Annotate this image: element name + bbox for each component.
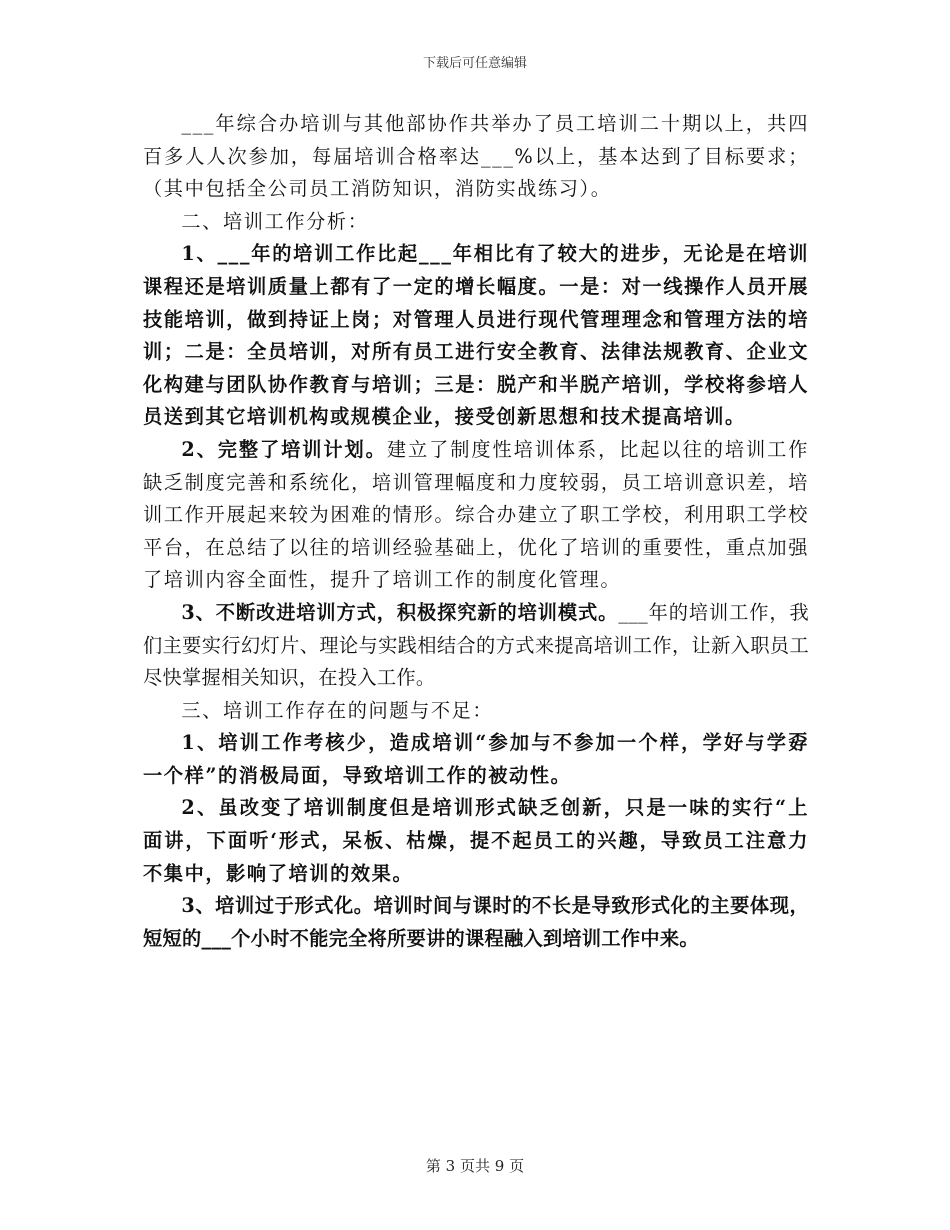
paragraph-analysis-2 [143, 434, 809, 597]
page-header: 下载后可任意编辑 [422, 56, 527, 71]
paragraph-problem-2: 2、虽改变了培训制度但是培训形式缺乏创新，只是一味的实行“上面讲，下面听‘形式，呆板、枯燥，提不起员工的兴趣，导致员工注意力不集中，影响了培训的效果。 [143, 796, 809, 885]
paragraph-analysis-2-body: 建立了制度性培训体系，比起以往的培训工作缺乏制度完善和系统化，培训管理幅度和力度较弱，员工培训意识差，培训工作开展起来较为困难的情形。综合办建立了职工学校，利用职工学校平台，在总结了以往的培训经验基础上，优化了培训的重要性，重点加强了培训内容全面性，提升了培训工作的制度化管理。 [143, 437, 809, 592]
paragraph-problem-1: 1、培训工作考核少，造成培训“参加与不参加一个样，学好与学孬一个样”的消极局面，导致培训工作的被动性。 [143, 731, 809, 787]
page-footer: 第 3 页共 9 页 [425, 1157, 525, 1175]
paragraph-analysis-3 [143, 597, 809, 695]
paragraph-analysis-3-body: ___年的培训工作，我们主要实行幻灯片、理论与实践相结合的方式来提高培训工作，让新入职员工尽快掌握相关知识，在投入工作。 [143, 600, 809, 690]
paragraph-analysis-1: 1、___年的培训工作比起___年相比有了较大的进步，无论是在培训课程还是培训质量上都有了一定的增长幅度。一是：对一线操作人员开展技能培训，做到持证上岗；对管理人员进行现代管理理念和管理方法的培训；二是：全员培训，对所有员工进行安全教育、法律法规教育、企业文化构建与团队协作教育与培训；三是：脱产和半脱产培训，学校将参培人员送到其它培训机构或规模企业，接受创新思想和技术提高培训。 [143, 242, 809, 429]
document-body [143, 108, 809, 955]
section-heading-problems: 三、培训工作存在的问题与不足： [181, 698, 494, 722]
paragraph-analysis-2-lead: 2、完整了培训计划。 [181, 437, 387, 461]
paragraph-training-summary: ___年综合办培训与其他部协作共举办了员工培训二十期以上，共四百多人人次参加，每届培训合格率达___%以上，基本达到了目标要求；（其中包括全公司员工消防知识，消防实战练习）。 [143, 112, 809, 201]
paragraph-analysis-3-lead: 3、不断改进培训方式，积极探究新的培训模式。 [181, 600, 619, 624]
section-heading-analysis: 二、培训工作分析： [181, 209, 369, 233]
paragraph-problem-3: 3、培训过于形式化。培训时间与课时的不长是导致形式化的主要体现，短短的___个小时不能完全将所要讲的课程融入到培训工作中来。 [143, 894, 809, 950]
